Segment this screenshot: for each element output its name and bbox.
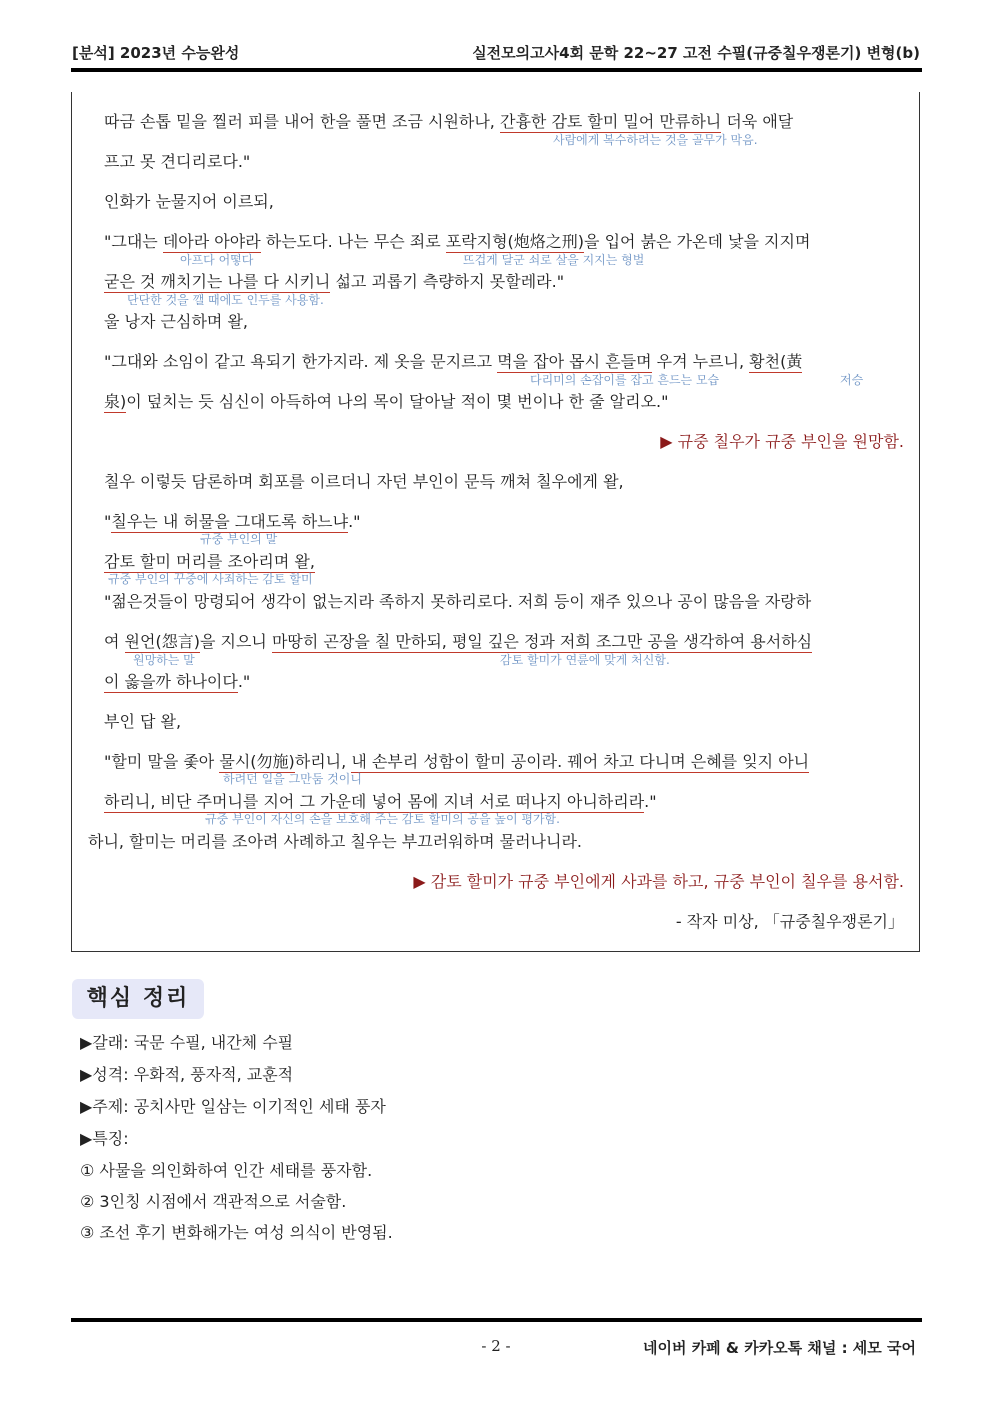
underlined-phrase: 마땅히 곤장을 칠 만하되, 평일 깊은 정과 저희 조그만 공을 생각하여 용서하심 xyxy=(271,632,813,651)
gloss: 규중 부인의 말 xyxy=(200,532,278,546)
text: "그대와 소임이 같고 욕되기 한가지라. 제 옷을 문지르고 xyxy=(104,352,498,371)
passage-line-14 xyxy=(104,672,250,692)
gloss: 단단한 것을 깰 때에도 인두를 사용함. xyxy=(127,293,324,307)
gloss: 다리미의 손잡이를 잡고 흔드는 모습 xyxy=(530,373,720,387)
text: 하리니, xyxy=(294,752,352,771)
underlined-phrase: 포락지형(炮烙之刑) xyxy=(445,232,585,251)
gloss: 아프다 어떻다 xyxy=(180,253,254,267)
underlined-phrase: 물시(勿施) xyxy=(219,752,295,771)
footer-rule xyxy=(71,1318,922,1322)
passage-line-18: 하니, 할미는 머리를 조아려 사례하고 칠우는 부끄러워하며 물러나니라. xyxy=(88,832,582,851)
core-summary-title: 핵심 정리 xyxy=(72,979,204,1019)
passage-line-13 xyxy=(104,632,812,652)
text: "할미 말을 좇아 xyxy=(104,752,220,771)
text: ." xyxy=(237,672,251,691)
core-features: ▶특징: xyxy=(80,1129,129,1148)
passage-line-2: 프고 못 견디리로다." xyxy=(104,152,251,171)
header-left: [분석] 2023년 수능완성 xyxy=(72,44,240,62)
text: " xyxy=(104,512,112,531)
gloss: 저승 xyxy=(840,373,864,387)
text: 우겨 누르니, xyxy=(651,352,750,371)
text: 이 덮치는 듯 심신이 아득하여 나의 목이 달아날 적이 몇 번이나 한 줄 알리오." xyxy=(126,392,669,411)
passage-line-15: 부인 답 왈, xyxy=(104,712,182,731)
gloss: 사람에게 복수하려는 것을 골무가 막음. xyxy=(553,133,758,147)
underlined-phrase: 멱을 잡아 몹시 흔들며 xyxy=(497,352,652,371)
text: 더욱 애달 xyxy=(721,112,794,131)
passage-line-16 xyxy=(104,752,809,772)
gloss: 규중 부인의 꾸중에 사죄하는 감토 할미 xyxy=(108,572,313,586)
passage-line-5 xyxy=(104,272,564,292)
gloss: 하려던 일을 그만둠 것이니 xyxy=(223,772,362,786)
underlined-phrase: 내 손부리 성함이 할미 공이라. 꿰어 차고 다니며 은혜를 잊지 아니 xyxy=(351,752,810,771)
gloss: 규중 부인이 자신의 손을 보호해 주는 감토 할미의 공을 높이 평가함. xyxy=(205,812,560,826)
passage-line-12: "젊은것들이 망령되어 생각이 없는지라 족하지 못하리로다. 저희 등이 재주 있으나 공이 많음을 자랑하 xyxy=(104,592,812,611)
underlined-phrase: 굳은 것 깨치기는 나를 다 시키니 xyxy=(104,272,331,291)
passage-line-4 xyxy=(104,232,810,252)
underlined-phrase: 황천(黃 xyxy=(749,352,803,371)
passage-line-3: 인화가 눈물지어 이르되, xyxy=(104,192,274,211)
page-number: - 2 - xyxy=(481,1337,511,1355)
passage-line-6: 울 낭자 근심하며 왈, xyxy=(104,312,248,331)
summary-2: ▶ 감토 할미가 규중 부인에게 사과를 하고, 규중 부인이 칠우를 용서함. xyxy=(413,872,904,891)
text: ." xyxy=(348,512,361,531)
underlined-phrase: 데아라 아야라 xyxy=(162,232,261,251)
header-right: 실전모의고사4회 문학 22~27 고전 수필(규중칠우쟁론기) 변형(b) xyxy=(472,44,920,62)
text: 여 xyxy=(104,632,125,651)
passage-line-11 xyxy=(104,552,315,572)
footer-credit: 네이버 카페 & 카카오톡 채널 : 세모 국어 xyxy=(643,1339,916,1357)
underlined-phrase: 간흉한 감토 할미 밀어 만류하니 xyxy=(499,112,722,131)
text: 섧고 괴롭기 측량하지 못할레라." xyxy=(330,272,565,291)
text: 을 입어 붉은 가온데 낯을 지지며 xyxy=(584,232,811,251)
core-theme: ▶주제: 공치사만 일삼는 이기적인 세태 풍자 xyxy=(80,1097,386,1116)
text: 따금 손톱 밑을 찔러 피를 내어 한을 풀면 조금 시원하나, xyxy=(104,112,500,131)
passage-line-1 xyxy=(104,112,793,132)
core-feature-2: ② 3인칭 시점에서 객관적으로 서술함. xyxy=(80,1192,347,1211)
text: 하는도다. 나는 무슨 죄로 xyxy=(260,232,446,251)
passage-line-9: 칠우 이렇듯 담론하며 회포를 이르더니 자던 부인이 문득 깨쳐 칠우에게 왈, xyxy=(104,472,624,491)
passage-line-7 xyxy=(104,352,802,372)
gloss: 원망하는 말 xyxy=(133,653,195,667)
core-feature-1: ① 사물을 의인화하여 인간 세태를 풍자함. xyxy=(80,1161,373,1180)
underlined-phrase: 이 옳을까 하나이다 xyxy=(104,672,238,691)
core-feature-3: ③ 조선 후기 변화해가는 여성 의식이 반영됨. xyxy=(80,1223,393,1242)
underlined-phrase: 하리니, 비단 주머니를 지어 그 가운데 넣어 몸에 지녀 서로 떠나지 아니하리라 xyxy=(104,792,645,811)
gloss: 감토 할미가 연륜에 맞게 처신함. xyxy=(500,653,670,667)
source-citation: - 작자 미상, 「규중칠우쟁론기」 xyxy=(675,912,904,931)
text: ." xyxy=(644,792,657,811)
summary-1: ▶ 규중 칠우가 규중 부인을 원망함. xyxy=(660,432,904,451)
passage-line-8 xyxy=(104,392,669,412)
core-nature: ▶성격: 우화적, 풍자적, 교훈적 xyxy=(80,1065,294,1084)
underlined-phrase: 泉) xyxy=(104,392,127,411)
underlined-phrase: 칠우는 내 허물을 그대도록 하느냐 xyxy=(111,512,349,531)
passage-line-10 xyxy=(104,512,361,532)
passage-line-17 xyxy=(104,792,657,812)
text: "그대는 xyxy=(104,232,163,251)
header-rule xyxy=(71,68,922,72)
underlined-phrase: 원언(怨言) xyxy=(124,632,200,651)
text: 을 지으니 xyxy=(199,632,272,651)
underlined-phrase: 감토 할미 머리를 조아리며 왈, xyxy=(104,552,315,571)
core-genre: ▶갈래: 국문 수필, 내간체 수필 xyxy=(80,1033,294,1052)
gloss: 뜨겁게 달군 쇠로 살을 지지는 형벌 xyxy=(463,253,645,267)
